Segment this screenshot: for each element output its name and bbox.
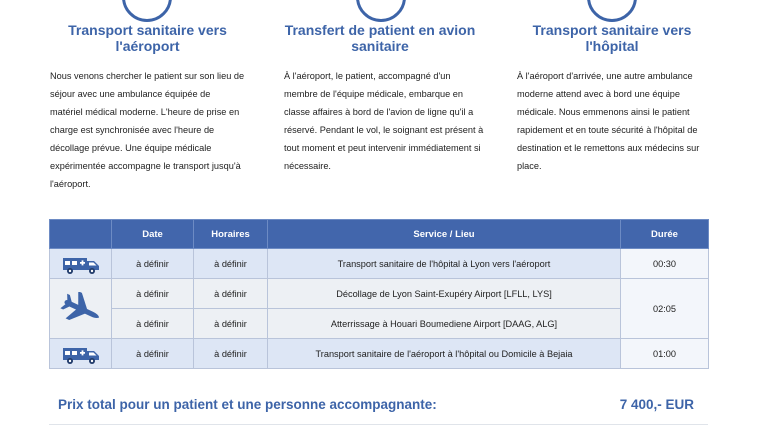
table-row (50, 279, 709, 309)
table-row (50, 339, 709, 369)
header-icon (50, 220, 112, 249)
row-time: à définir (194, 309, 268, 339)
row-icon-cell (50, 339, 112, 369)
ambulance-icon (61, 253, 101, 275)
icon-circle-3 (587, 0, 637, 22)
column-transport-hospital (512, 22, 712, 175)
ambulance-icon (61, 343, 101, 365)
icon-circle-2 (356, 0, 406, 22)
table-header-row (50, 220, 709, 249)
icon-circle-1 (122, 0, 172, 22)
row-duration: 00:30 (621, 249, 709, 279)
column-title: Transport sanitaire vers l'aéroport (68, 22, 227, 54)
header-service: Service / Lieu (268, 220, 621, 249)
divider (49, 424, 708, 425)
row-icon-cell (50, 249, 112, 279)
row-time: à définir (194, 249, 268, 279)
column-text: Nous venons chercher le patient sur son lieu de séjour avec une ambulance équipée de matériel médical moderne. L'heure de prise en charge est synchronisée avec l'heure de décollage prévue. Une équipe médicale expérimentée accompagne le transport jusqu'à l'aéroport. (50, 71, 245, 189)
column-air-transfer (265, 22, 495, 175)
row-icon-cell (50, 279, 112, 339)
row-date: à définir (112, 249, 194, 279)
header-duration: Durée (621, 220, 709, 249)
row-duration: 01:00 (621, 339, 709, 369)
header-date: Date (112, 220, 194, 249)
table-row (50, 249, 709, 279)
row-service: Atterrissage à Houari Boumediene Airport [DAAG, ALG] (268, 309, 621, 339)
row-service: Décollage de Lyon Saint-Exupéry Airport [LFLL, LYS] (268, 279, 621, 309)
column-title: Transfert de patient en avion sanitaire (284, 22, 476, 54)
itinerary-table (49, 219, 708, 369)
row-duration: 02:05 (621, 279, 709, 339)
row-date: à définir (112, 309, 194, 339)
total-amount: 7 400,- EUR (619, 397, 694, 412)
column-title: Transport sanitaire vers l'hôpital (532, 22, 692, 54)
row-date: à définir (112, 339, 194, 369)
header-time: Horaires (194, 220, 268, 249)
column-transport-airport (50, 22, 245, 193)
column-text: À l'aéroport d'arrivée, une autre ambulance moderne attend avec à bord une équipe médicale. Nous emmenons ainsi le patient rapidement et en toute sécurité à l'hôpital de destination et le remettons aux médecins sur place. (517, 71, 700, 171)
table-row (50, 309, 709, 339)
row-service: Transport sanitaire de l'aéroport à l'hôpital ou Domicile à Bejaia (268, 339, 621, 369)
airplane-icon (59, 292, 103, 326)
row-date: à définir (112, 279, 194, 309)
row-time: à définir (194, 339, 268, 369)
row-time: à définir (194, 279, 268, 309)
column-text: À l'aéroport, le patient, accompagné d'un membre de l'équipe médicale, embarque en classe affaires à bord de l'avion de ligne qu'il a réservé. Pendant le vol, le soignant est présent à tout moment et peut intervenir immédiatement si nécessaire. (284, 71, 484, 171)
total-label: Prix total pour un patient et une personne accompagnante: (58, 397, 437, 412)
row-service: Transport sanitaire de l'hôpital à Lyon vers l'aéroport (268, 249, 621, 279)
